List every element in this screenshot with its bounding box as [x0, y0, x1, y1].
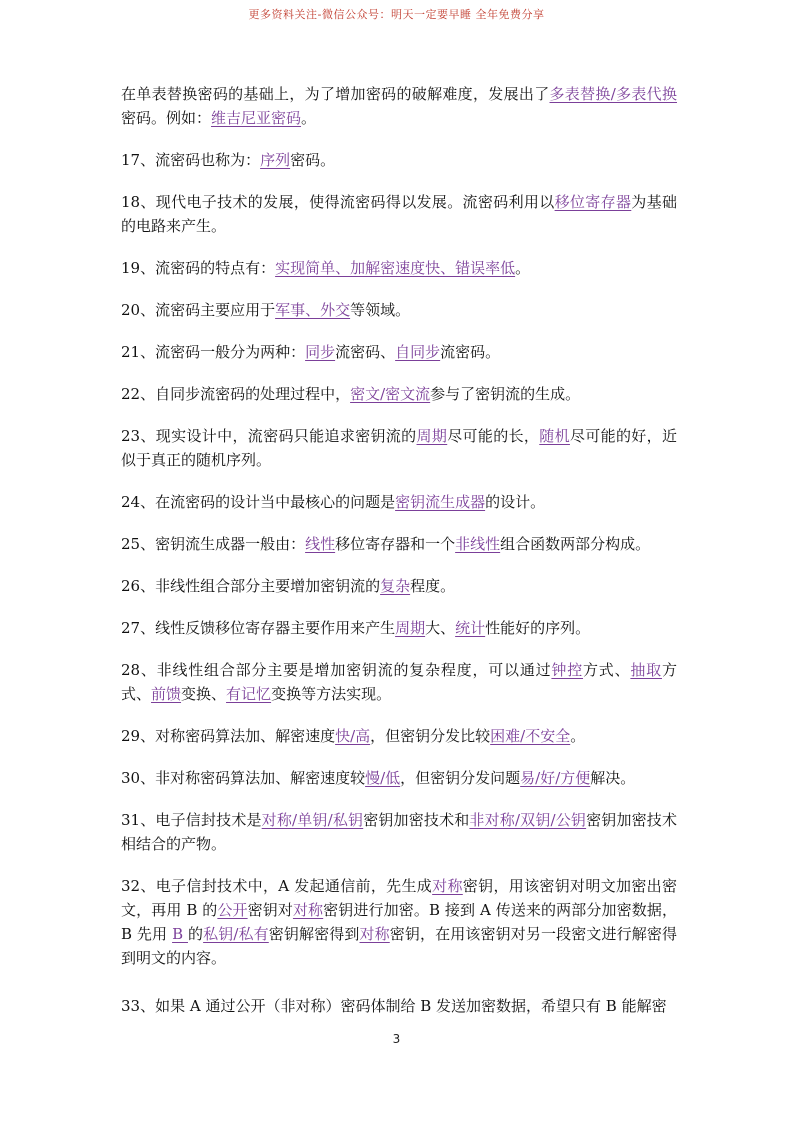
- paragraph-p22: [121, 382, 677, 406]
- question-text: 变换等方法实现。: [271, 685, 392, 703]
- header-promo-text: 更多资料关注-微信公众号：明天一定要早睡 全年免费分享: [248, 8, 545, 21]
- question-text: 24、在流密码的设计当中最核心的问题是: [121, 493, 396, 511]
- question-text: 等领域。: [350, 301, 411, 319]
- question-text: 密钥进行加密。B 接到 A 传送来的两部分加密数据，B 先用: [121, 901, 677, 943]
- paragraph-p23: [121, 424, 677, 472]
- paragraph-p33: [121, 994, 677, 1018]
- question-text: 尽可能的好，近似于真正的随机序列。: [121, 427, 677, 469]
- question-text: 密钥加密技术相结合的产物。: [121, 811, 677, 853]
- question-text: 密钥加密技术和: [363, 811, 470, 829]
- question-text: 在单表替换密码的基础上，为了增加密码的破解难度，发展出了: [121, 85, 550, 103]
- question-text: 17、流密码也称为：: [121, 151, 261, 169]
- document-body: [121, 82, 677, 1036]
- question-text: 移位寄存器和一个: [335, 535, 456, 553]
- answer-blank: 统计: [455, 619, 486, 637]
- question-text: 尽可能的长，: [447, 427, 540, 445]
- question-text: 20、流密码主要应用于: [121, 301, 276, 319]
- answer-blank: 困难/不安全: [490, 727, 571, 745]
- question-text: 流密码。: [440, 343, 501, 361]
- paragraph-p18: [121, 190, 677, 238]
- question-text: ，但密钥分发问题: [400, 769, 521, 787]
- paragraph-p26: [121, 574, 677, 598]
- answer-blank: 自同步: [395, 343, 441, 361]
- question-text: 31、电子信封技术是: [121, 811, 262, 829]
- question-text: 的设计。: [485, 493, 546, 511]
- question-text: 密钥，在用该密钥对另一段密文进行解密得到明文的内容。: [121, 925, 677, 967]
- question-text: 大、: [425, 619, 456, 637]
- question-text: 32、电子信封技术中，A 发起通信前，先生成: [121, 877, 433, 895]
- answer-blank: 军事、外交: [275, 301, 351, 319]
- answer-blank: 公开: [217, 901, 248, 919]
- answer-blank: 序列: [260, 151, 291, 169]
- paragraph-p29: [121, 724, 677, 748]
- answer-blank: 线性: [305, 535, 336, 553]
- answer-blank: 实现简单、加解密速度快、错误率低: [275, 259, 516, 277]
- question-text: 为基础的电路来产生。: [121, 193, 677, 235]
- answer-blank: 私钥/私有: [203, 925, 269, 943]
- answer-blank: 抽取: [630, 661, 662, 679]
- question-text: 的: [187, 925, 204, 943]
- answer-blank: 非线性: [455, 535, 501, 553]
- paragraph-p19: [121, 256, 677, 280]
- answer-blank: 周期: [395, 619, 426, 637]
- answer-blank: 复杂: [380, 577, 411, 595]
- question-text: 程度。: [410, 577, 456, 595]
- paragraph-p24: [121, 490, 677, 514]
- question-text: ，但密钥分发比较: [370, 727, 491, 745]
- question-text: 25、密钥流生成器一般由：: [121, 535, 306, 553]
- question-text: 密钥对: [247, 901, 293, 919]
- question-text: 29、对称密码算法加、解密速度: [121, 727, 336, 745]
- answer-blank: 多表替换/多表代换: [549, 85, 677, 103]
- paragraph-p27: [121, 616, 677, 640]
- paragraph-p32: [121, 874, 677, 970]
- page-number: 3: [392, 1032, 401, 1046]
- paragraph-p30: [121, 766, 677, 790]
- answer-blank: 对称: [292, 901, 324, 919]
- question-text: 30、非对称密码算法加、解密速度较: [121, 769, 366, 787]
- question-text: 密码。: [290, 151, 336, 169]
- question-text: 18、现代电子技术的发展，使得流密码得以发展。流密码利用以: [121, 193, 555, 211]
- answer-blank: 随机: [539, 427, 570, 445]
- answer-blank: 对称: [432, 877, 463, 895]
- paragraph-p25: [121, 532, 677, 556]
- answer-blank: 周期: [416, 427, 448, 445]
- question-text: 21、流密码一般分为两种：: [121, 343, 306, 361]
- paragraph-p20: [121, 298, 677, 322]
- question-text: 密码。例如：: [121, 109, 212, 127]
- question-text: 方式、: [121, 661, 677, 703]
- answer-blank: 易/好/方便: [520, 769, 591, 787]
- question-text: 组合函数两部分构成。: [500, 535, 651, 553]
- question-text: 。: [570, 727, 586, 745]
- answer-blank: 对称/单钥/私钥: [261, 811, 364, 829]
- answer-blank: 钟控: [551, 661, 584, 679]
- paragraph-p28: [121, 658, 677, 706]
- answer-blank: 密文/密文流: [350, 385, 431, 403]
- question-text: 密钥解密得到: [268, 925, 360, 943]
- answer-blank: 有记忆: [226, 685, 272, 703]
- question-text: 解决。: [590, 769, 636, 787]
- answer-blank: 慢/低: [365, 769, 401, 787]
- question-text: 26、非线性组合部分主要增加密钥流的: [121, 577, 381, 595]
- question-text: 23、现实设计中，流密码只能追求密钥流的: [121, 427, 417, 445]
- question-text: 流密码、: [335, 343, 396, 361]
- question-text: 22、自同步流密码的处理过程中，: [121, 385, 351, 403]
- answer-blank: 密钥流生成器: [395, 493, 486, 511]
- question-text: 变换、: [181, 685, 227, 703]
- answer-blank: 移位寄存器: [554, 193, 632, 211]
- answer-blank: B: [172, 925, 188, 943]
- question-text: 性能好的序列。: [485, 619, 591, 637]
- question-text: 。: [301, 109, 317, 127]
- paragraph-p17: [121, 148, 677, 172]
- question-text: 19、流密码的特点有：: [121, 259, 276, 277]
- question-text: 28、非线性组合部分主要是增加密钥流的复杂程度，可以通过: [121, 661, 552, 679]
- question-text: 参与了密钥流的生成。: [430, 385, 581, 403]
- paragraph-p31: [121, 808, 677, 856]
- question-text: 。: [515, 259, 531, 277]
- answer-blank: 对称: [359, 925, 390, 943]
- paragraph-p21: [121, 340, 677, 364]
- question-text: 27、线性反馈移位寄存器主要作用来产生: [121, 619, 396, 637]
- answer-blank: 非对称/双钥/公钥: [469, 811, 587, 829]
- answer-blank: 前馈: [151, 685, 182, 703]
- answer-blank: 快/高: [335, 727, 371, 745]
- question-text: 方式、: [583, 661, 631, 679]
- answer-blank: 维吉尼亚密码: [211, 109, 302, 127]
- paragraph-p16: [121, 82, 677, 130]
- question-text: 33、如果 A 通过公开（非对称）密码体制给 B 发送加密数据，希望只有 B 能解密: [121, 997, 667, 1015]
- question-text: 密钥，用该密钥对明文加密出密文，再用 B 的: [121, 877, 677, 919]
- answer-blank: 同步: [305, 343, 336, 361]
